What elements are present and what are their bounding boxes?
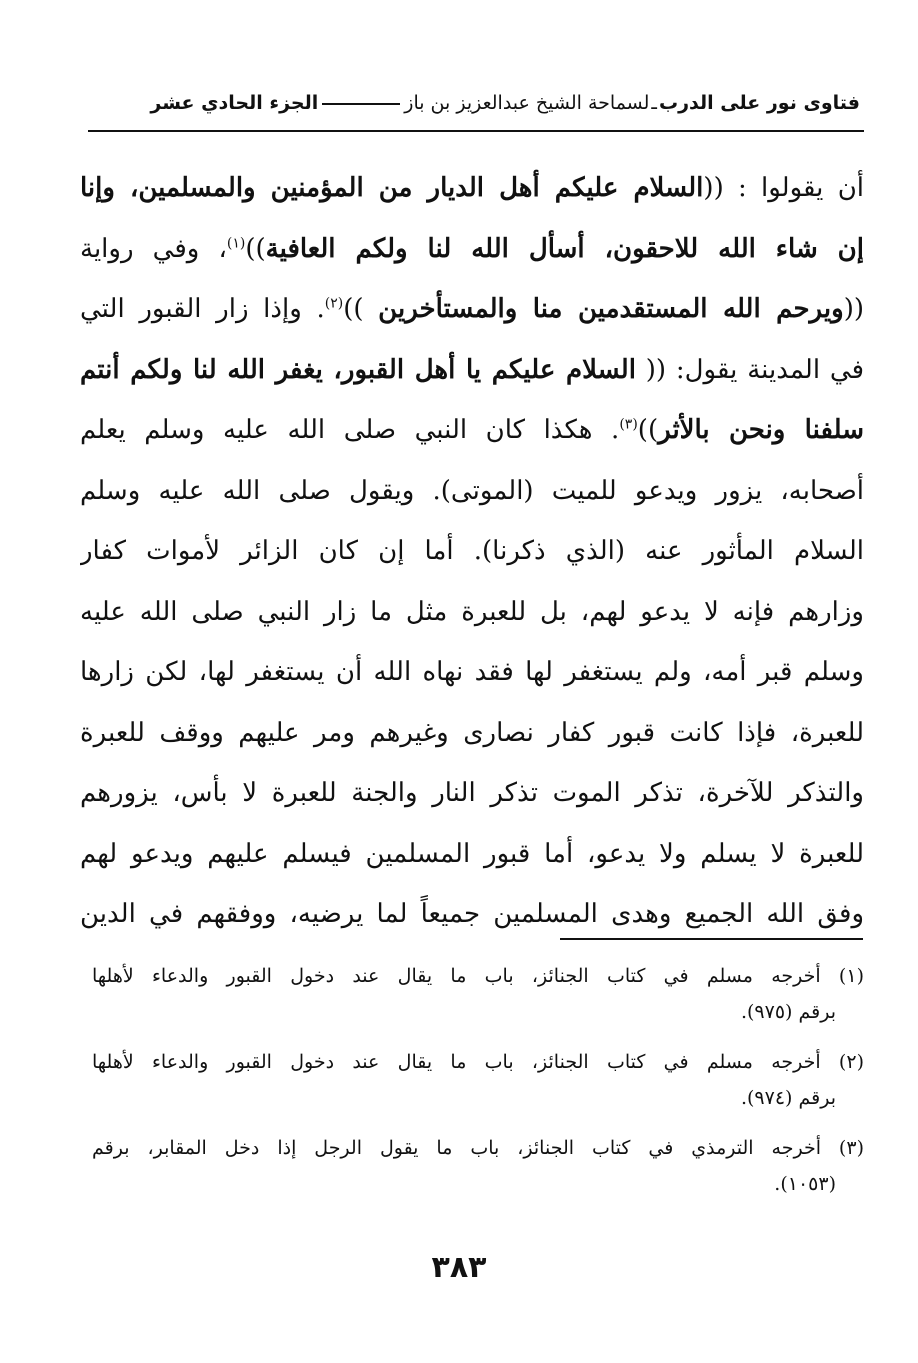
header-rule	[88, 130, 864, 132]
footnote-ref: (٢)	[324, 295, 344, 312]
running-header	[92, 92, 860, 114]
header-separator: ـ	[651, 92, 657, 114]
footnote-text: (٣) أخرجه الترمذي في كتاب الجنائز، باب ما يقول الرجل إذا دخل المقابر، برقم	[92, 1137, 864, 1159]
body-line: سلفنا ونحن بالأثر))$^{(٣)}$. هكذا كان النبي صلى الله عليه وسلم يعلم	[80, 415, 864, 445]
body-line: والتذكر للآخرة، تذكر الموت تذكر النار والجنة للعبرة لا بأس، يزورهم	[80, 778, 864, 808]
footnote-ref: (٣)	[619, 416, 638, 433]
footnote	[92, 1130, 864, 1202]
footnote-text: برقم (٩٧٤).	[740, 1087, 836, 1109]
footnote-text: برقم (٩٧٥).	[740, 1001, 836, 1023]
footnote-text: (١) أخرجه مسلم في كتاب الجنائز، باب ما يقال عند دخول القبور والدعاء لأهلها	[92, 965, 864, 987]
volume-label: الجزء الحادي عشر	[150, 92, 319, 114]
footnote-text: (٢) أخرجه مسلم في كتاب الجنائز، باب ما يقال عند دخول القبور والدعاء لأهلها	[92, 1051, 864, 1073]
body-line: أصحابه، يزور ويدعو للميت (الموتى). ويقول صلى الله عليه وسلم	[80, 475, 864, 506]
body-line: ((ويرحم الله المستقدمين منا والمستأخرين ))$^{(٢)}$. وإذا زار القبور التي	[80, 294, 864, 324]
page-number: ٣٨٣	[431, 1250, 487, 1285]
footnote-text: (١٠٥٣).	[774, 1173, 836, 1195]
body-line: وزارهم فإنه لا يدعو لهم، بل للعبرة مثل ما زار النبي صلى الله عليه	[80, 596, 864, 627]
body-line: وفق الله الجميع وهدى المسلمين جميعاً لما يرضيه، ووفقهم في الدين	[80, 899, 864, 929]
book-title: فتاوى نور على الدرب	[659, 92, 860, 114]
footnote-ref: (١)	[226, 234, 246, 251]
body-line: أن يقولوا : ((السلام عليكم أهل الديار من المؤمنين والمسلمين، وإنا	[80, 173, 864, 203]
body-line: إن شاء الله للاحقون، أسأل الله لنا ولكم العافية))$^{(١)}$، وفي رواية	[80, 233, 864, 264]
body-line: للعبرة، فإذا كانت قبور كفار نصارى وغيرهم ومر عليهم ووقف للعبرة	[80, 717, 864, 748]
footnote	[92, 958, 864, 1030]
body-line: السلام المأثور عنه (الذي ذكرنا). أما إن كان الزائر لأموات كفار	[80, 536, 864, 566]
footnote	[92, 1044, 864, 1116]
header-dash-rule	[322, 103, 400, 105]
body-line: للعبرة لا يسلم ولا يدعو، أما قبور المسلمين فيسلم عليهم ويدعو لهم	[80, 838, 864, 869]
author-name: لسماحة الشيخ عبدالعزيز بن باز	[404, 92, 650, 114]
body-line: وسلم قبر أمه، ولم يستغفر لها فقد نهاه الله أن يستغفر لها، لكن زارها	[80, 657, 864, 687]
body-line: في المدينة يقول: (( السلام عليكم يا أهل القبور، يغفر الله لنا ولكم أنتم	[80, 354, 864, 385]
footnote-separator	[560, 938, 863, 940]
body-text	[80, 158, 864, 945]
footnotes	[92, 958, 864, 1216]
